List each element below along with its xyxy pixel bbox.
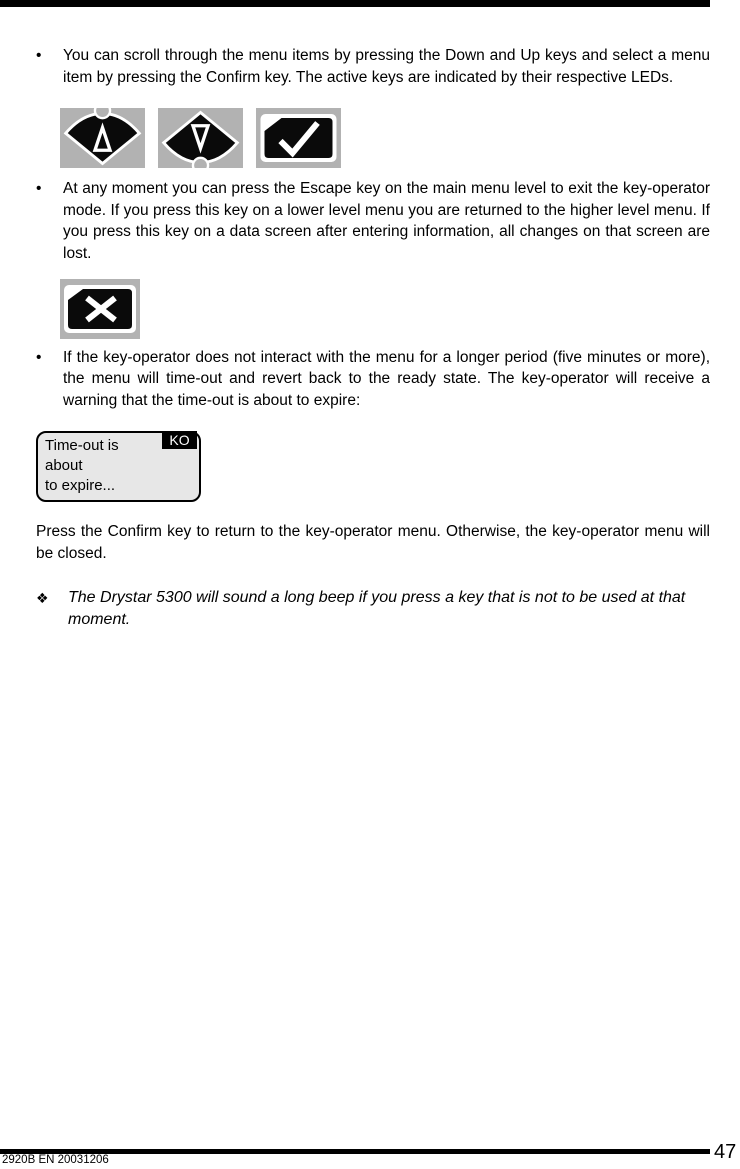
note-text: The Drystar 5300 will sound a long beep if you press a key that is not to be used at that moment. bbox=[68, 588, 686, 628]
page-number: 47 bbox=[714, 1141, 737, 1163]
cross-key-glyph bbox=[60, 279, 140, 339]
diamond-bullet-icon: ❖ bbox=[36, 589, 49, 606]
bullet-scroll-menu bbox=[36, 45, 710, 88]
bullet-text: If the key-operator does not interact with the menu for a longer period (five minutes or more), the menu will time-out and revert back to the ready state. The key-operator will receive a warning that the time-out is about to expire: bbox=[63, 348, 710, 409]
bullet-text: At any moment you can press the Escape key on the main menu level to exit the key-operator mode. If you press this key on a lower level menu you are returned to the higher level menu. If you press this key on a data screen after entering information, all changes on that screen are lost. bbox=[63, 180, 710, 262]
lcd-line: to expire... bbox=[45, 477, 116, 495]
lcd-line: Time-out is bbox=[45, 437, 119, 455]
lcd-display bbox=[36, 431, 201, 502]
bullet-timeout bbox=[36, 347, 710, 412]
escape-icon-row bbox=[60, 279, 710, 339]
bullet-marker: • bbox=[36, 180, 42, 198]
bullet-marker: • bbox=[36, 348, 42, 366]
fan-down-key-glyph bbox=[158, 108, 243, 168]
down-key-icon bbox=[158, 108, 243, 168]
document-code: 2920B EN 20031206 bbox=[2, 1154, 109, 1166]
up-key-icon bbox=[60, 108, 145, 168]
note-beep bbox=[36, 587, 710, 631]
confirm-return-paragraph: Press the Confirm key to return to the key-operator menu. Otherwise, the key-operator menu will be closed. bbox=[36, 523, 710, 562]
ko-badge: KO bbox=[162, 431, 197, 449]
page-content bbox=[36, 45, 710, 631]
bullet-text: You can scroll through the menu items by pressing the Down and Up keys and select a menu item by pressing the Confirm key. The active keys are indicated by their respective LEDs. bbox=[63, 47, 710, 86]
key-icons-row bbox=[60, 108, 710, 168]
fan-up-key-glyph bbox=[60, 108, 145, 168]
top-rule bbox=[0, 0, 710, 7]
checkmark-key-glyph bbox=[256, 108, 341, 168]
bullet-escape-key bbox=[36, 178, 710, 264]
escape-key-icon bbox=[60, 279, 140, 339]
lcd-line: about bbox=[45, 457, 83, 475]
bullet-marker: • bbox=[36, 47, 42, 64]
confirm-key-icon bbox=[256, 108, 341, 168]
